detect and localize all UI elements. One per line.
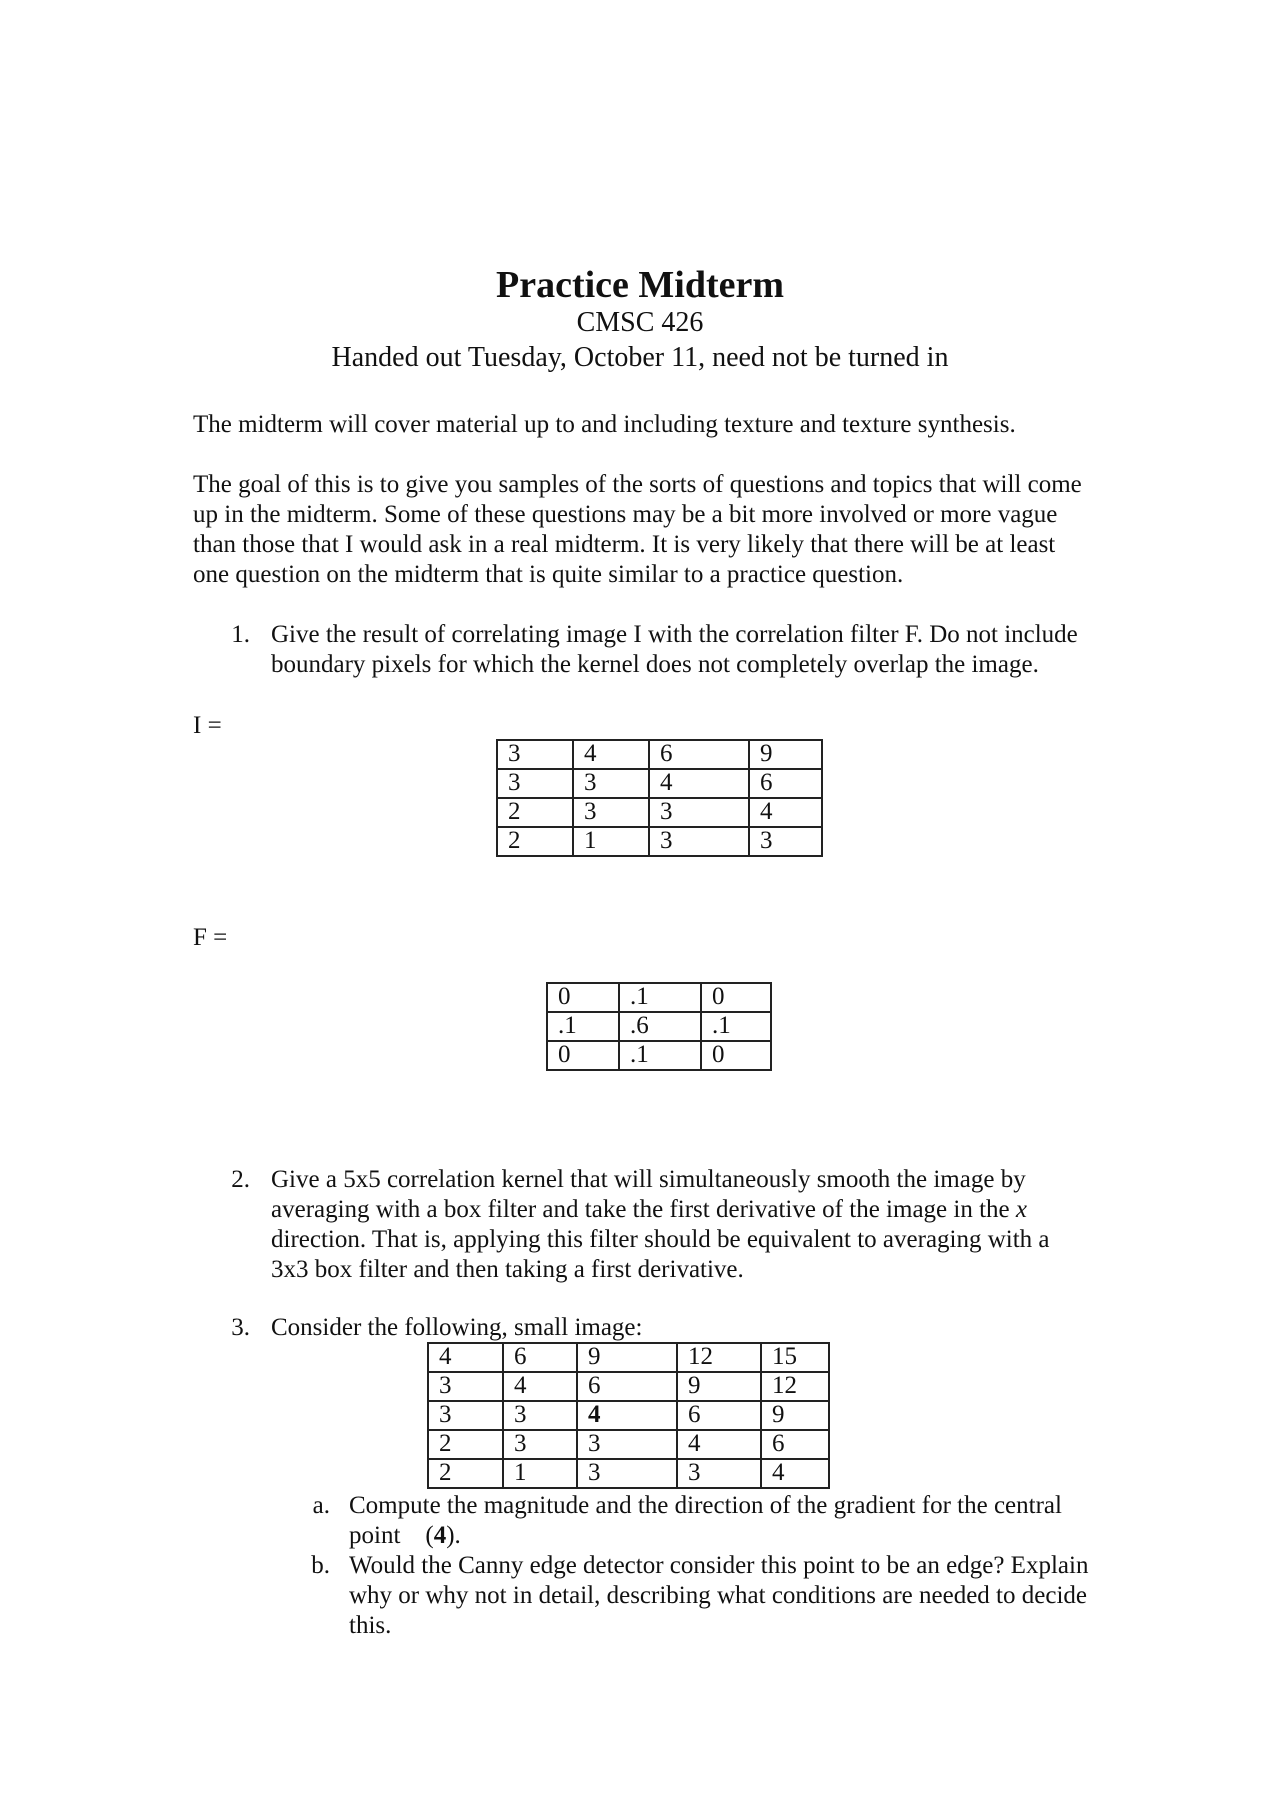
- intro-paragraph-1: The midterm will cover material up to and including texture and texture synthesis.: [193, 411, 1016, 438]
- table-row: [428, 1430, 829, 1459]
- question-line: [271, 1195, 1050, 1225]
- subquestion-a-label: a.: [312, 1492, 330, 1519]
- table-cell: 3: [497, 740, 573, 769]
- table-row: [547, 1041, 771, 1070]
- question-line: boundary pixels for which the kernel does not completely overlap the image.: [271, 651, 1039, 678]
- subquestion-a-text: [349, 1491, 1062, 1551]
- table-cell: 9: [749, 740, 822, 769]
- table-cell: 0: [701, 983, 771, 1012]
- table-cell: 9: [577, 1343, 677, 1372]
- table-cell: .1: [547, 1012, 619, 1041]
- question-1-number: 1.: [231, 621, 250, 648]
- table-cell: 3: [577, 1459, 677, 1488]
- table-row: [428, 1401, 829, 1430]
- table-cell: 6: [761, 1430, 829, 1459]
- table-cell: 2: [497, 827, 573, 856]
- question-line: Compute the magnitude and the direction of the gradient for the central: [349, 1492, 1062, 1519]
- question-line-text: point (: [349, 1522, 434, 1549]
- small-image-table: [427, 1342, 830, 1489]
- handout-note: Handed out Tuesday, October 11, need not be turned in: [331, 342, 949, 373]
- table-cell: 3: [428, 1372, 503, 1401]
- table-row: [547, 983, 771, 1012]
- table-cell: .1: [619, 983, 701, 1012]
- table-row: [497, 769, 822, 798]
- question-line: Give the result of correlating image I with the correlation filter F. Do not include: [271, 621, 1078, 648]
- question-line-tail: ).: [446, 1522, 461, 1549]
- table-cell: 3: [577, 1430, 677, 1459]
- table-cell: 12: [677, 1343, 761, 1372]
- course-code: CMSC 426: [576, 307, 704, 338]
- intro-line: one question on the midterm that is quite similar to a practice question.: [193, 561, 904, 588]
- table-row: [497, 798, 822, 827]
- table-cell: 3: [649, 798, 749, 827]
- page-title: Practice Midterm: [496, 264, 784, 306]
- table-cell: 3: [749, 827, 822, 856]
- table-cell: 4: [749, 798, 822, 827]
- image-i-label: I =: [193, 712, 222, 739]
- table-cell: 4: [677, 1430, 761, 1459]
- table-cell: 9: [761, 1401, 829, 1430]
- question-2-number: 2.: [231, 1166, 250, 1193]
- image-i-table: [496, 739, 823, 857]
- table-cell: 1: [573, 827, 649, 856]
- intro-line: The goal of this is to give you samples of the sorts of questions and topics that will come: [193, 471, 1082, 498]
- table-cell: 12: [761, 1372, 829, 1401]
- central-value: 4: [433, 1522, 447, 1549]
- table-row: [497, 827, 822, 856]
- table-cell: 6: [749, 769, 822, 798]
- question-line: direction. That is, applying this filter should be equivalent to averaging with a: [271, 1226, 1050, 1253]
- intro-line: than those that I would ask in a real midterm. It is very likely that there will be at least: [193, 531, 1056, 558]
- table-row: [428, 1459, 829, 1488]
- table-cell: 3: [677, 1459, 761, 1488]
- filter-f-table: [546, 982, 772, 1071]
- table-cell: 3: [649, 827, 749, 856]
- intro-line: up in the midterm. Some of these questions may be a bit more involved or more vague: [193, 501, 1058, 528]
- question-3-number: 3.: [231, 1314, 250, 1341]
- table-cell: 0: [701, 1041, 771, 1070]
- table-cell: 15: [761, 1343, 829, 1372]
- x-variable: x: [1015, 1196, 1027, 1223]
- table-cell: 4: [573, 740, 649, 769]
- table-cell: 3: [573, 769, 649, 798]
- subquestion-b-text: [349, 1551, 1088, 1641]
- table-cell: 3: [503, 1430, 577, 1459]
- table-cell: .1: [619, 1041, 701, 1070]
- question-line: [349, 1521, 1062, 1551]
- table-cell: 4: [649, 769, 749, 798]
- question-line: Give a 5x5 correlation kernel that will simultaneously smooth the image by: [271, 1166, 1026, 1193]
- subquestion-b-label: b.: [311, 1552, 330, 1579]
- table-cell: 2: [497, 798, 573, 827]
- question-line: why or why not in detail, describing what conditions are needed to decide: [349, 1582, 1087, 1609]
- table-cell: 4: [761, 1459, 829, 1488]
- central-cell: 4: [577, 1401, 677, 1430]
- question-2-text: [271, 1165, 1050, 1285]
- table-cell: 6: [503, 1343, 577, 1372]
- question-line: Would the Canny edge detector consider this point to be an edge? Explain: [349, 1552, 1089, 1579]
- table-row: [547, 1012, 771, 1041]
- question-line: this.: [349, 1612, 392, 1639]
- table-cell: 3: [428, 1401, 503, 1430]
- table-cell: 0: [547, 983, 619, 1012]
- filter-f-label: F =: [193, 924, 228, 951]
- table-cell: 9: [677, 1372, 761, 1401]
- intro-paragraph-2: [193, 470, 1133, 590]
- question-1-text: [271, 620, 1078, 680]
- table-cell: .1: [701, 1012, 771, 1041]
- table-cell: 3: [503, 1401, 577, 1430]
- table-cell: 6: [649, 740, 749, 769]
- question-line: 3x3 box filter and then taking a first derivative.: [271, 1256, 744, 1283]
- table-cell: 1: [503, 1459, 577, 1488]
- table-row: [497, 740, 822, 769]
- question-3-intro: Consider the following, small image:: [271, 1314, 643, 1341]
- table-cell: 3: [573, 798, 649, 827]
- table-row: [428, 1372, 829, 1401]
- table-cell: 4: [428, 1343, 503, 1372]
- table-row: [428, 1343, 829, 1372]
- table-cell: 6: [677, 1401, 761, 1430]
- table-cell: .6: [619, 1012, 701, 1041]
- question-line-text: averaging with a box filter and take the first derivative of the image in the: [271, 1196, 1016, 1223]
- table-cell: 2: [428, 1459, 503, 1488]
- table-cell: 3: [497, 769, 573, 798]
- table-cell: 4: [503, 1372, 577, 1401]
- table-cell: 6: [577, 1372, 677, 1401]
- table-cell: 0: [547, 1041, 619, 1070]
- table-cell: 2: [428, 1430, 503, 1459]
